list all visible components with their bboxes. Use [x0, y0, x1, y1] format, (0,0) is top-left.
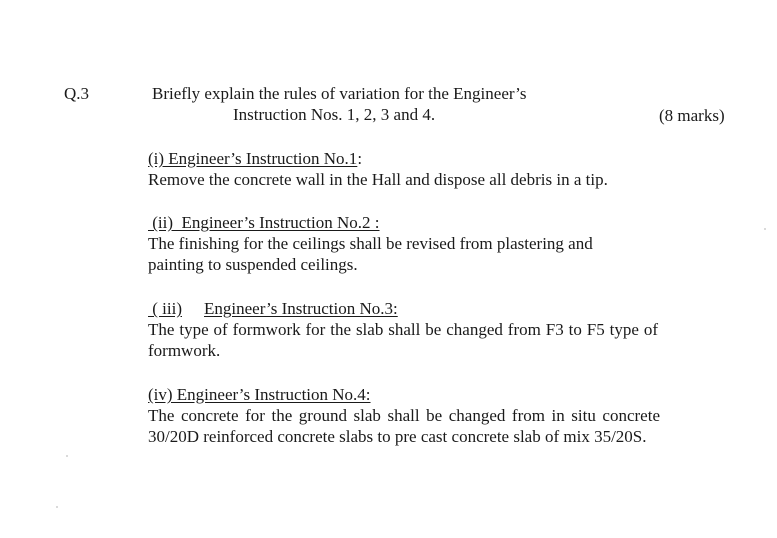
instruction-1-heading-colon: :: [357, 149, 363, 168]
instruction-4-heading: (iv) Engineer’s Instruction No.4:: [148, 385, 371, 404]
instruction-3-heading: [148, 299, 398, 318]
instruction-1-heading: (i) Engineer’s Instruction No.1: [148, 149, 358, 168]
instruction-3-heading-number: ( iii): [148, 299, 182, 318]
instruction-3: [148, 298, 688, 361]
instruction-1: [148, 148, 688, 190]
scan-speck: [56, 506, 58, 508]
question-number: Q.3: [64, 84, 90, 103]
instruction-3-text: The type of formwork for the slab shall be changed from F3 to F5 type of formwork.: [148, 320, 658, 360]
instruction-4-text: The concrete for the ground slab shall be changed from in situ concrete 30/20D reinforced concrete slabs to pre cast concrete slab of mix 35/20S.: [148, 406, 660, 446]
question-prompt-line-1: Briefly explain the rules of variation for the Engineer’s: [152, 84, 527, 103]
question-prompt-line-2: Instruction Nos. 1, 2, 3 and 4.: [233, 105, 436, 124]
instruction-2-heading: (ii) Engineer’s Instruction No.2 :: [148, 213, 380, 232]
instruction-2: [148, 212, 688, 275]
scan-speck: [66, 455, 68, 457]
instruction-2-text: The finishing for the ceilings shall be revised from plastering and painting to suspended ceilings.: [148, 234, 593, 274]
marks-label: (8 marks): [659, 106, 725, 125]
instruction-4: [148, 384, 688, 447]
instruction-3-heading-title: Engineer’s Instruction No.3:: [204, 299, 398, 318]
instruction-1-text: Remove the concrete wall in the Hall and dispose all debris in a tip.: [148, 170, 608, 189]
scan-speck: [764, 228, 766, 230]
